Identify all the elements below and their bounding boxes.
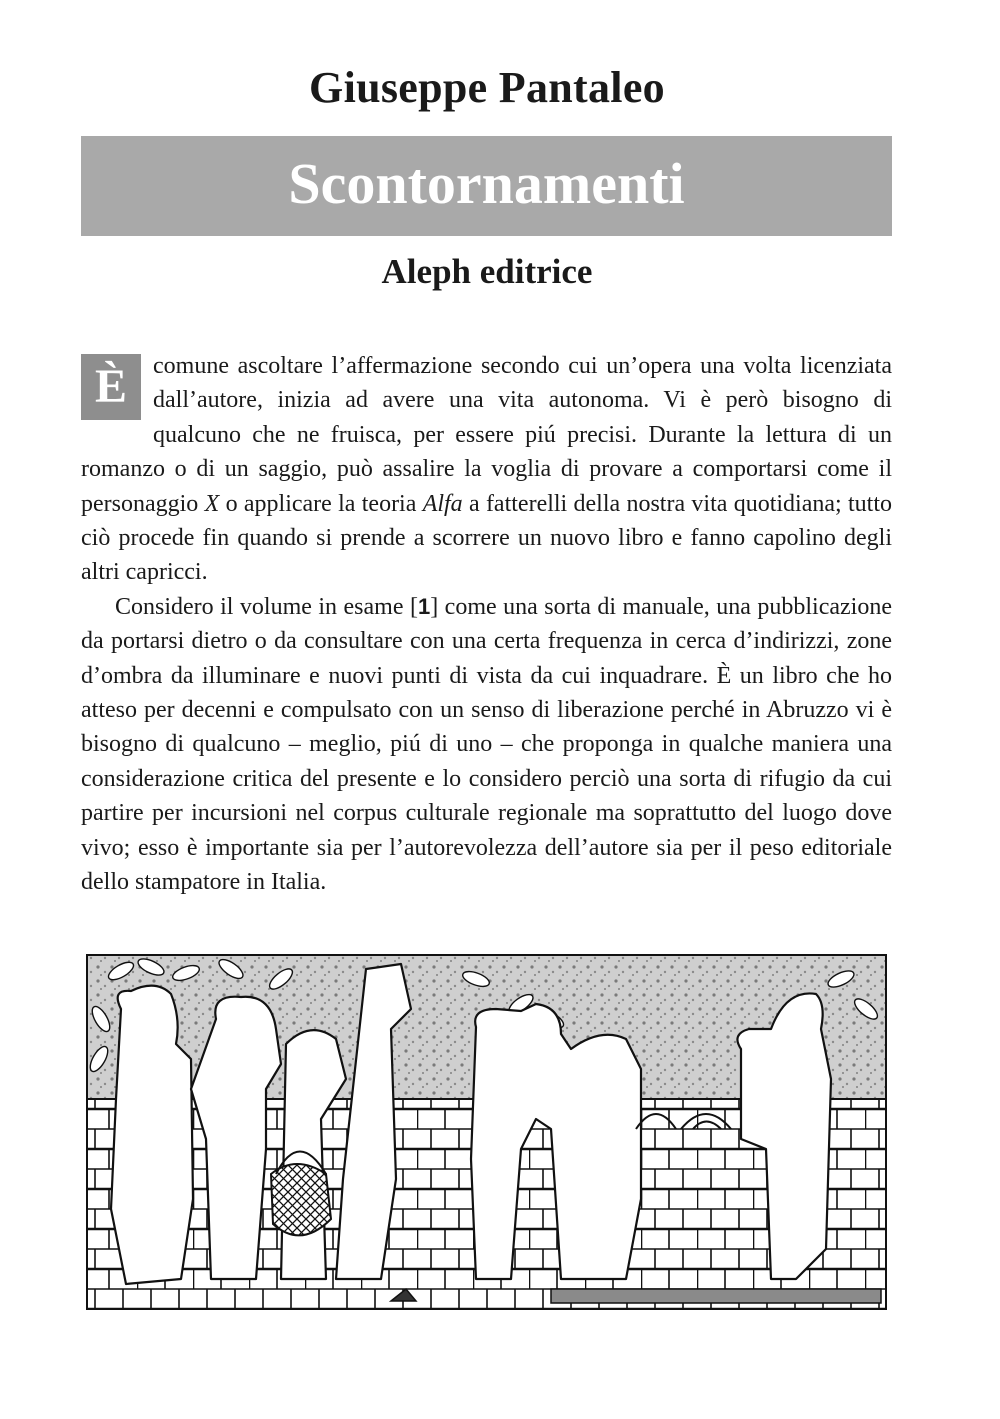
paragraph-1 xyxy=(81,349,892,590)
article-body xyxy=(81,349,892,900)
reference-number: 1 xyxy=(417,593,431,619)
italic-alfa: Alfa xyxy=(422,490,463,517)
paragraph-2-text-a: Considero il volume in esame [ xyxy=(115,593,418,620)
publisher-name: Aleph editrice xyxy=(381,252,593,291)
title-banner xyxy=(81,136,892,236)
paragraph-1-text-b: o applicare la teoria xyxy=(219,490,423,517)
paragraph-1-text-c: a fatterelli della nostra vita quotidiana; tutto ciò procede fin quando si prende a scorrere un nuovo libro e fanno capolino degli altri capricci. xyxy=(81,490,892,586)
author-name: Giuseppe Pantaleo xyxy=(309,63,665,112)
paragraph-2 xyxy=(81,590,892,900)
drop-cap: È xyxy=(81,354,141,420)
paragraph-2-text-b: ] come una sorta di manuale, una pubblicazione da portarsi dietro o da consultare con una certa frequenza in cerca d’indirizzi, zone d’ombra da illuminare e nuovi punti di vista da cui inquadrare. È un libro che ho atteso per decenni e compulsato con un senso di liberazione perché in Abruzzo vi è bisogno di qualcuno – meglio, piú di uno – che proponga in qualche maniera una considerazione critica del presente e lo considero perciò una sorta di rifugio da cui partire per incursioni nel corpus culturale regionale ma soprattutto del luogo dove vivo; esso è importante sia per l’autorevolezza dell’autore sia per il peso editoriale dello stampatore in Italia. xyxy=(81,593,893,896)
illustration-figures-wall xyxy=(81,949,892,1315)
italic-x: X xyxy=(204,490,220,517)
book-title: Scontornamenti xyxy=(288,151,685,216)
paragraph-1-text-a: comune ascoltare l’affermazione secondo cui un’opera una volta licenziata dall’autore, inizia ad avere una vita autonoma. Vi è però bisogno di qualcuno che ne fruisca, per essere piú precisi. Durante la lettura di un romanzo o di un saggio, può assalire la voglia di provare a comportarsi come il personaggio xyxy=(81,353,892,517)
